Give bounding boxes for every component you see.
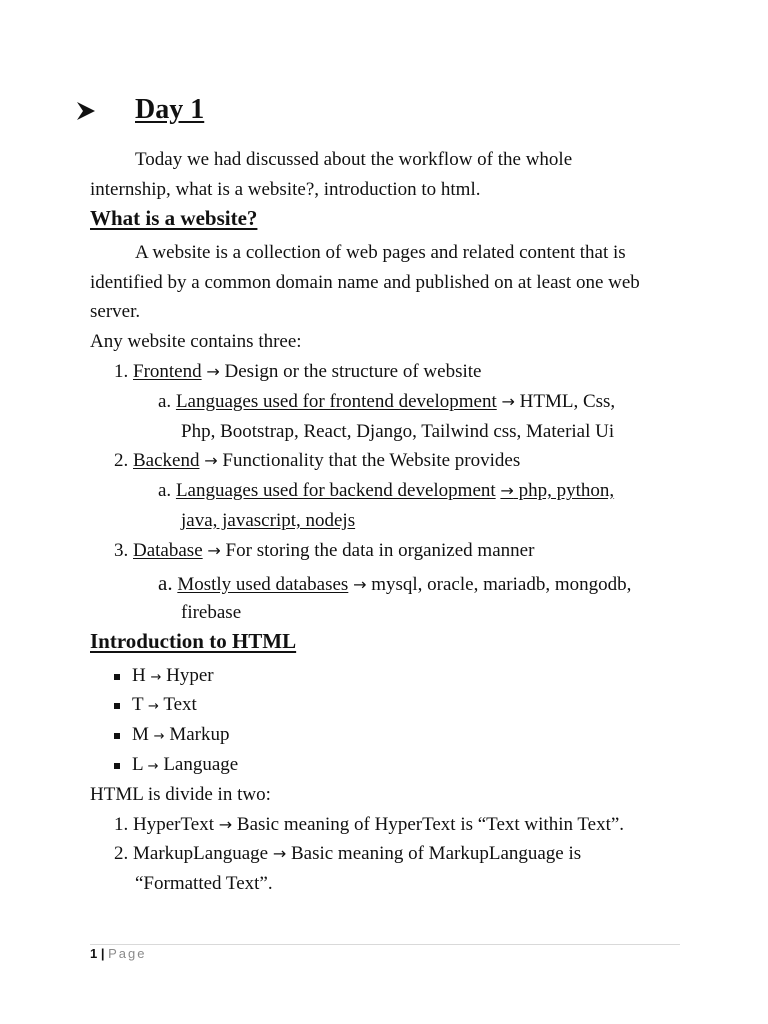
square-bullet-icon: [114, 674, 120, 680]
right-arrow-icon: →: [207, 541, 221, 560]
list-item: [114, 536, 534, 566]
right-arrow-icon: →: [147, 759, 159, 774]
definition-line-2: identified by a common domain name and published on at least one web: [90, 272, 640, 293]
sub-term: Languages used for backend development: [175, 480, 496, 501]
right-arrow-icon: →: [353, 575, 367, 594]
divide-text: HTML is divide in two:: [90, 784, 271, 805]
item-number: 2.: [114, 843, 129, 864]
item-desc: Basic meaning of HyperText is “Text within Text”.: [236, 814, 625, 835]
sub-letter: a.: [158, 391, 172, 412]
letter: H: [132, 665, 146, 686]
footer-separator: |: [100, 946, 105, 961]
definition-line-1: A website is a collection of web pages and related content that is: [135, 242, 626, 263]
letter: T: [132, 694, 144, 715]
sub-item: [158, 476, 614, 506]
item-desc: Basic meaning of MarkupLanguage is: [290, 843, 582, 864]
sub-item-continued: java, javascript, nodejs: [181, 510, 356, 531]
right-arrow-icon: →: [150, 670, 162, 685]
list-item: [114, 750, 238, 782]
list-item: [114, 661, 214, 693]
item-desc-continued: “Formatted Text”.: [135, 873, 273, 894]
item-term: Frontend: [133, 361, 202, 382]
section-title-website: What is a website?: [90, 206, 258, 230]
right-arrow-icon: →: [501, 392, 515, 411]
letter: M: [132, 724, 149, 745]
item-number: 2.: [114, 450, 129, 471]
sub-letter: a.: [158, 480, 172, 501]
letter: L: [132, 754, 143, 775]
right-arrow-icon: →: [153, 729, 165, 744]
contains-text: Any website contains three:: [90, 331, 302, 352]
word: Markup: [169, 724, 230, 745]
list-item: [114, 810, 624, 840]
list-item: [114, 690, 197, 722]
item-desc: For storing the data in organized manner: [225, 540, 535, 561]
intro-line-2: internship, what is a website?, introduction to html.: [90, 179, 481, 200]
item-term: Database: [133, 540, 203, 561]
word: Text: [163, 694, 197, 715]
right-arrow-icon: →: [148, 699, 159, 714]
right-arrow-icon: →: [218, 815, 233, 834]
item-number: 1.: [114, 814, 129, 835]
sub-line-1: mysql, oracle, mariadb, mongodb,: [371, 574, 632, 595]
item-term: HyperText: [133, 814, 214, 835]
list-item: [114, 446, 520, 476]
square-bullet-icon: [114, 703, 120, 709]
square-bullet-icon: [114, 733, 120, 739]
sub-item-continued: Php, Bootstrap, React, Django, Tailwind css, Material Ui: [181, 421, 615, 442]
section-title-html: Introduction to HTML: [90, 629, 297, 653]
page-footer: [90, 946, 147, 961]
footer-divider: [90, 944, 680, 945]
list-item: [114, 720, 229, 752]
item-number: 3.: [114, 540, 129, 561]
sub-item: [158, 568, 631, 600]
item-desc: Design or the structure of website: [224, 361, 482, 382]
item-term: MarkupLanguage: [133, 843, 269, 864]
item-desc: Functionality that the Website provides: [222, 450, 521, 471]
item-number: 1.: [114, 361, 129, 382]
sub-line-1: php, python,: [513, 480, 615, 501]
sub-letter: a.: [158, 571, 173, 595]
word: Hyper: [166, 665, 214, 686]
list-item: [114, 357, 481, 387]
definition-line-3: server.: [90, 301, 141, 322]
page-label: Page: [108, 946, 147, 961]
sub-line-1: HTML, Css,: [519, 391, 616, 412]
right-arrow-icon: →: [500, 481, 514, 500]
sub-item-continued: firebase: [181, 602, 242, 623]
right-arrow-icon: →: [204, 451, 218, 470]
intro-line-1: Today we had discussed about the workflow of the whole: [135, 149, 573, 170]
sub-term: Mostly used databases: [177, 574, 349, 595]
list-item: [114, 839, 581, 869]
page-title: Day 1: [135, 94, 205, 125]
square-bullet-icon: [114, 763, 120, 769]
sub-term: Languages used for frontend development: [175, 391, 497, 412]
page-number: 1: [90, 946, 98, 961]
item-term: Backend: [133, 450, 200, 471]
word: Language: [163, 754, 239, 775]
right-arrow-icon: →: [206, 362, 220, 381]
arrowhead-bullet-icon: [76, 101, 96, 121]
right-arrow-icon: →: [272, 844, 287, 863]
sub-item: [158, 387, 615, 417]
